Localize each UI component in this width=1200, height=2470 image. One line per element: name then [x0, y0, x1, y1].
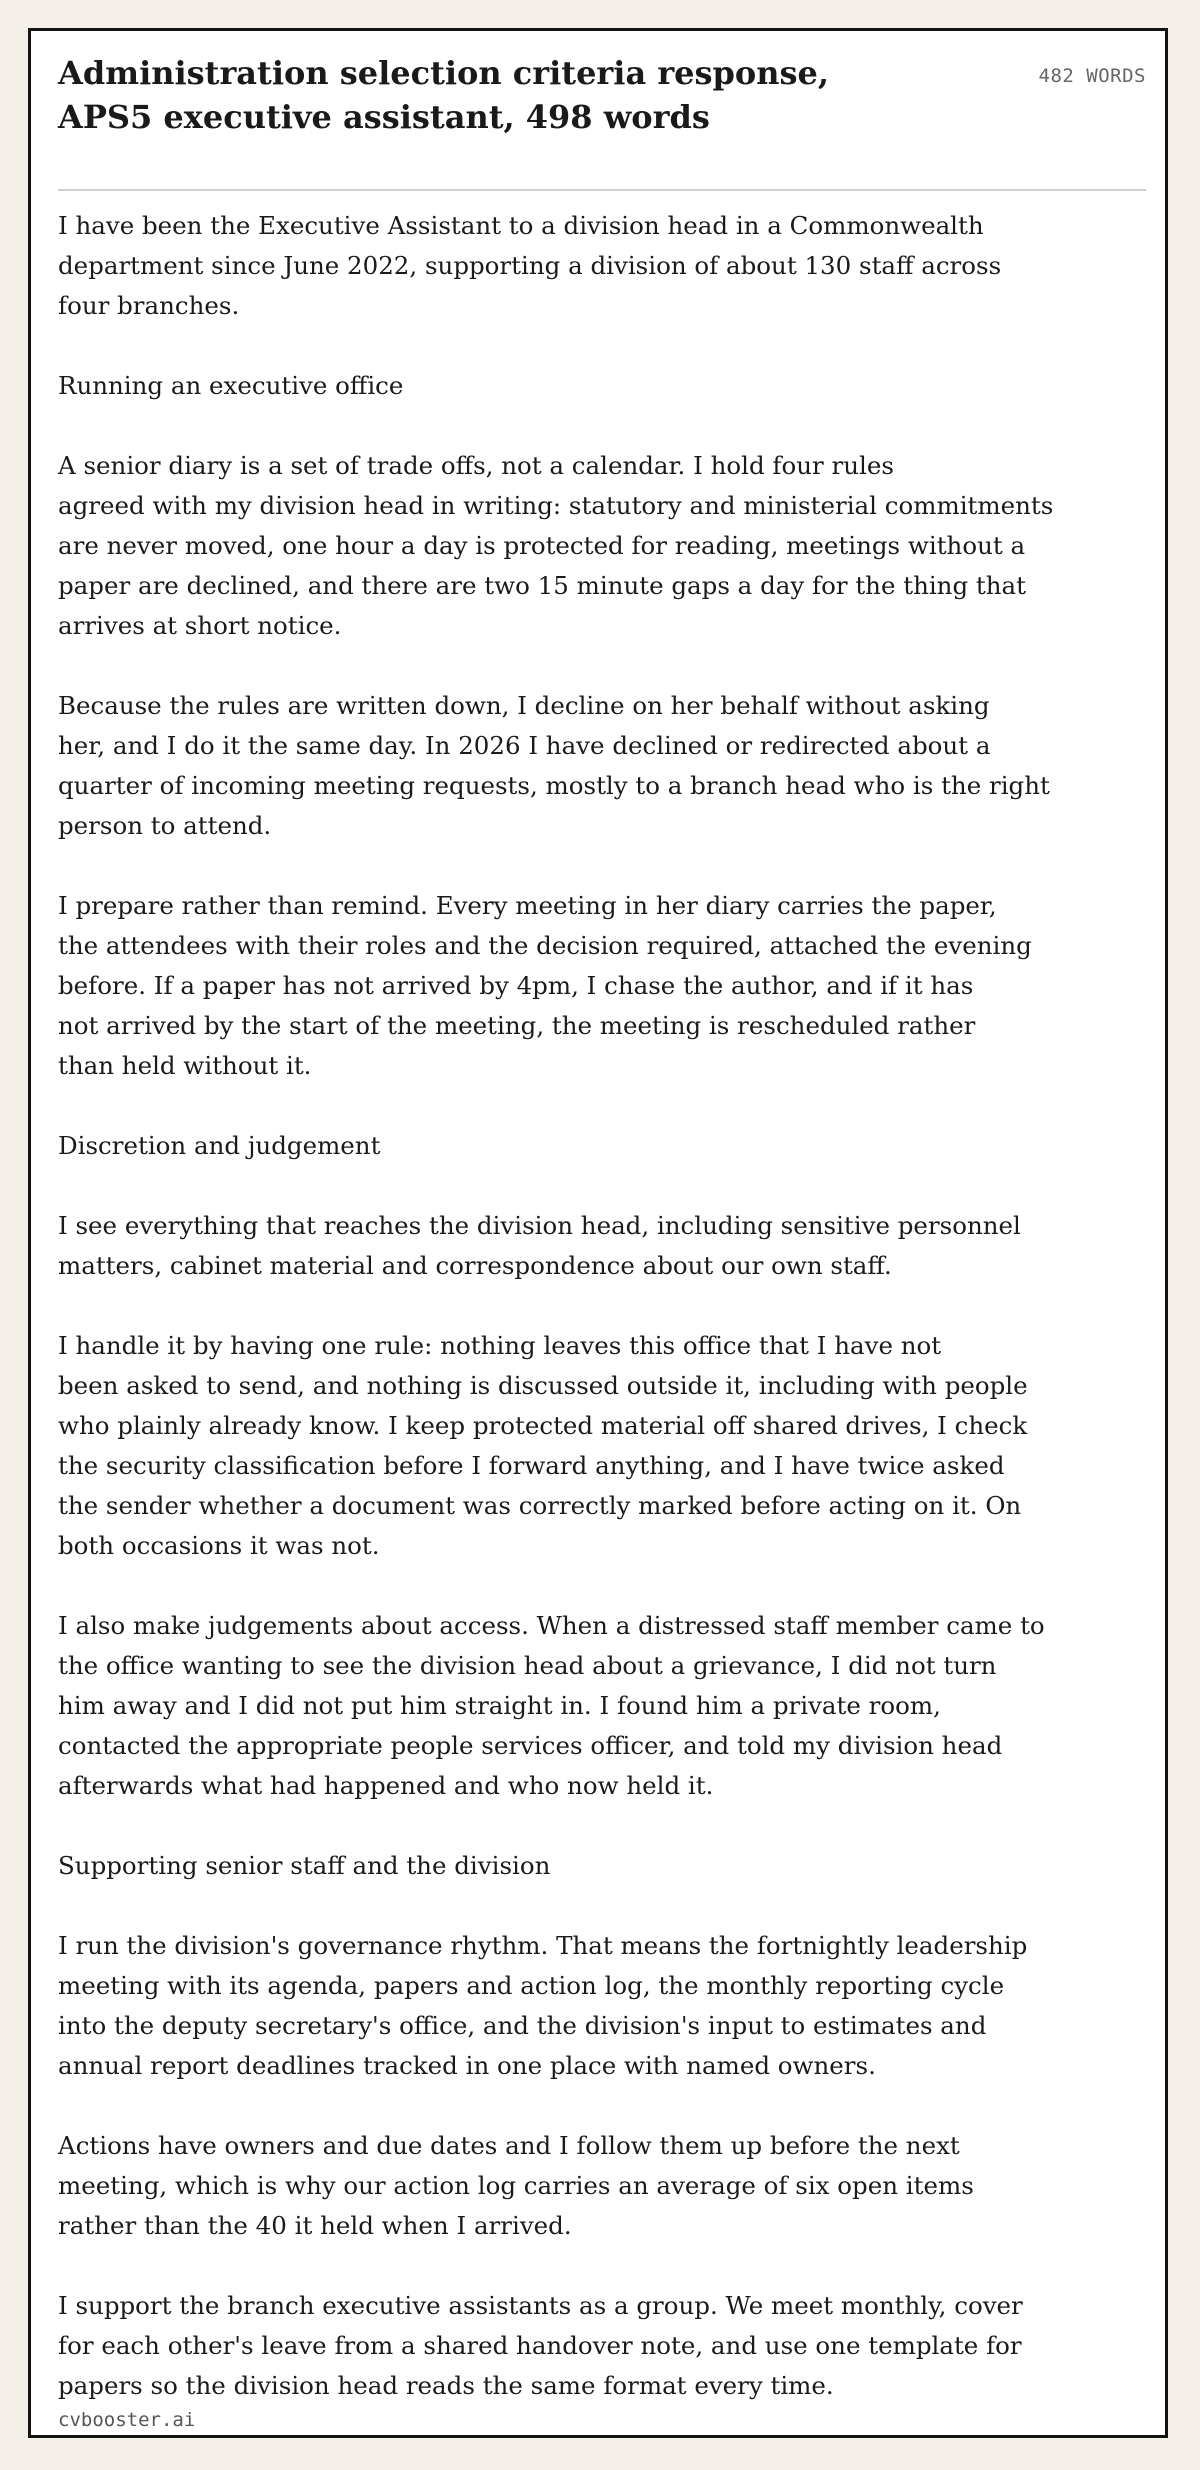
paragraph-line: into the deputy secretary's office, and the division's input to estimates and [58, 2011, 987, 2040]
paragraph-line: agreed with my division head in writing: statutory and ministerial commitments [58, 491, 1054, 520]
title-line: Administration selection criteria response, [58, 54, 830, 92]
word-count-badge: 482 WORDS [1038, 65, 1146, 87]
paragraph-line: person to attend. [58, 811, 272, 840]
footer-brand: cvbooster.ai [58, 2409, 196, 2431]
paragraph-line: I handle it by having one rule: nothing leaves this office that I have not [58, 1331, 942, 1360]
paragraph-line: for each other's leave from a shared handover note, and use one template for [58, 2331, 1022, 2360]
paragraph-line: I also make judgements about access. When a distressed staff member came to [58, 1611, 1045, 1640]
paragraph-line: contacted the appropriate people services officer, and told my division head [58, 1731, 1003, 1760]
paragraph-line: quarter of incoming meeting requests, mostly to a branch head who is the right [58, 771, 1050, 800]
paragraph-line: Because the rules are written down, I decline on her behalf without asking [58, 691, 990, 720]
paragraph [58, 2126, 1118, 2246]
paragraph-line: the attendees with their roles and the decision required, attached the evening [58, 931, 1032, 960]
paragraph-line: her, and I do it the same day. In 2026 I have declined or redirected about a [58, 731, 991, 760]
paragraph-line: meeting with its agenda, papers and action log, the monthly reporting cycle [58, 1971, 1005, 2000]
paragraph-line: before. If a paper has not arrived by 4pm, I chase the author, and if it has [58, 971, 974, 1000]
document-title [58, 51, 938, 139]
paragraph-line: afterwards what had happened and who now held it. [58, 1771, 714, 1800]
paragraph-line: meeting, which is why our action log carries an average of six open items [58, 2171, 974, 2200]
paragraph-line: who plainly already know. I keep protected material off shared drives, I check [58, 1411, 1028, 1440]
paragraph-line: paper are declined, and there are two 15 minute gaps a day for the thing that [58, 571, 1027, 600]
paragraph-line: him away and I did not put him straight in. I found him a private room, [58, 1691, 941, 1720]
paragraph-line: I see everything that reaches the division head, including sensitive personnel [58, 1211, 1021, 1240]
document-card [28, 28, 1168, 2438]
paragraph-line: than held without it. [58, 1051, 312, 1080]
paragraph-line: I prepare rather than remind. Every meeting in her diary carries the paper, [58, 891, 997, 920]
paragraph-line: department since June 2022, supporting a division of about 130 staff across [58, 251, 1002, 280]
paragraph-line: four branches. [58, 291, 240, 320]
paragraph-line: I have been the Executive Assistant to a division head in a Commonwealth [58, 211, 984, 240]
paragraph-line: I run the division's governance rhythm. That means the fortnightly leadership [58, 1931, 1028, 1960]
paragraph [58, 1206, 1118, 1286]
paragraph-line: not arrived by the start of the meeting, the meeting is rescheduled rather [58, 1011, 976, 1040]
section-heading: Supporting senior staff and the division [58, 1851, 551, 1880]
paragraph-line: rather than the 40 it held when I arrived. [58, 2211, 572, 2240]
paragraph-line: been asked to send, and nothing is discussed outside it, including with people [58, 1371, 1028, 1400]
paragraph-line: papers so the division head reads the same format every time. [58, 2371, 834, 2400]
paragraph-line: the security classification before I forward anything, and I have twice asked [58, 1451, 1005, 1480]
paragraph-line: the office wanting to see the division head about a grievance, I did not turn [58, 1651, 997, 1680]
paragraph-line: matters, cabinet material and correspondence about our own staff. [58, 1251, 892, 1280]
paragraph [58, 2286, 1118, 2406]
paragraph-line: arrives at short notice. [58, 611, 342, 640]
paragraph [58, 686, 1118, 846]
section-heading: Discretion and judgement [58, 1131, 381, 1160]
paragraph-line: annual report deadlines tracked in one place with named owners. [58, 2051, 876, 2080]
paragraph [58, 1606, 1118, 1806]
paragraph [58, 1926, 1118, 2086]
paragraph-line: I support the branch executive assistants as a group. We meet monthly, cover [58, 2291, 1023, 2320]
paragraph-line: Actions have owners and due dates and I follow them up before the next [58, 2131, 960, 2160]
paragraph [58, 206, 1118, 326]
paragraph-line: the sender whether a document was correctly marked before acting on it. On [58, 1491, 1022, 1520]
paragraph [58, 1326, 1118, 1566]
paragraph-line: both occasions it was not. [58, 1531, 380, 1560]
document-body [58, 206, 1118, 2438]
title-line: APS5 executive assistant, 498 words [58, 98, 710, 136]
paragraph-line: are never moved, one hour a day is protected for reading, meetings without a [58, 531, 1026, 560]
document-header [58, 51, 1146, 191]
paragraph-line: A senior diary is a set of trade offs, not a calendar. I hold four rules [58, 451, 894, 480]
paragraph [58, 446, 1118, 646]
section-heading: Running an executive office [58, 371, 404, 400]
paragraph [58, 886, 1118, 1086]
